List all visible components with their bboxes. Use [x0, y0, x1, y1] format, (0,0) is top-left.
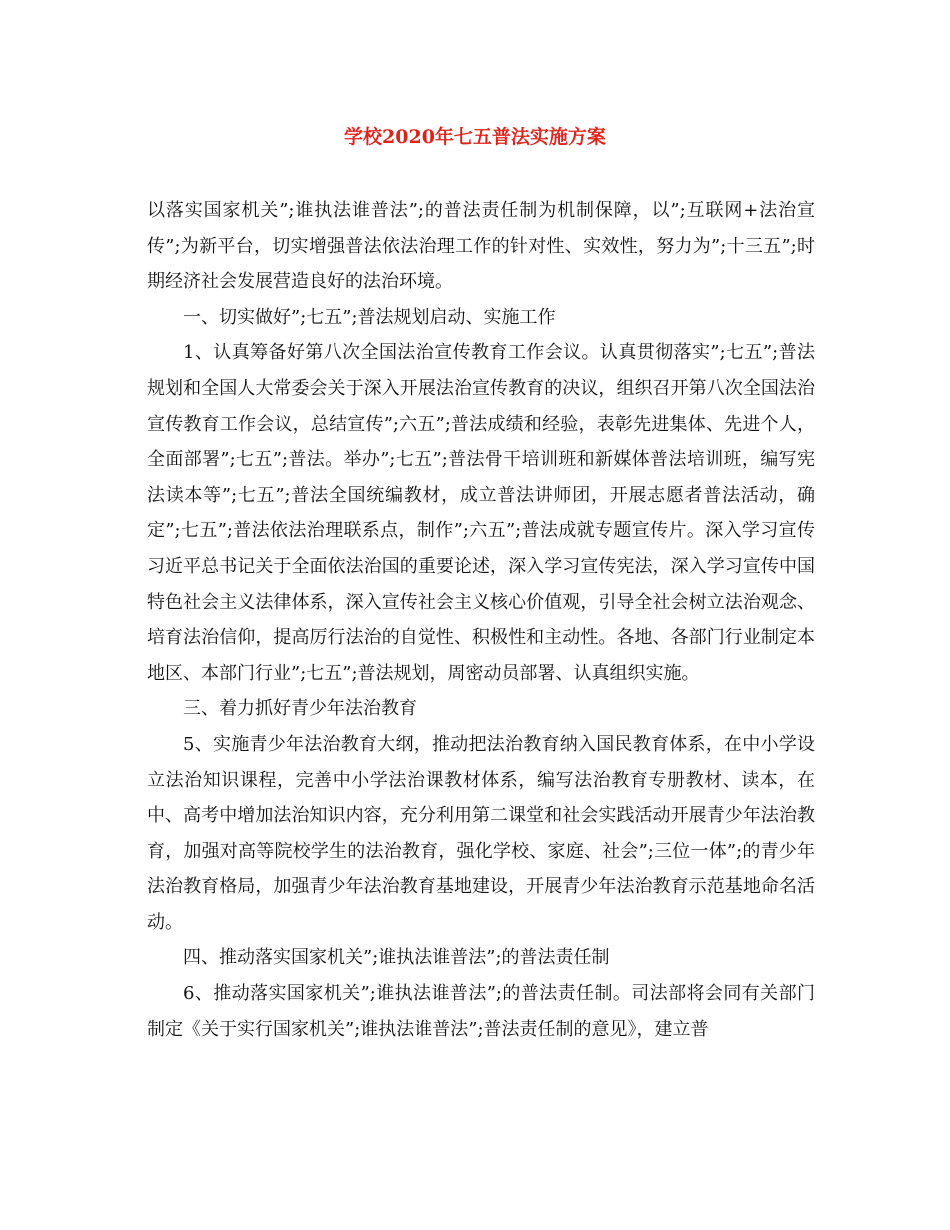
paragraph-intro: 以落实国家机关”;谁执法谁普法”;的普法责任制为机制保障，以”;互联网+法治宣传”;为新平台，切实增强普法依法治理工作的针对性、实效性，努力为”;十三五”;时期经济社会发展营造良好的法治环境。	[147, 200, 815, 293]
section-heading-3: 三、着力抓好青少年法治教育	[183, 698, 417, 720]
document-body	[147, 193, 815, 1047]
paragraph-item-6: 6、推动落实国家机关”;谁执法谁普法”;的普法责任制。司法部将会同有关部门制定《关于实行国家机关”;谁执法谁普法”;普法责任制的意见》，建立普	[147, 983, 815, 1040]
paragraph-item-1: 1、认真筹备好第八次全国法治宣传教育工作会议。认真贯彻落实”;七五”;普法规划和全国人大常委会关于深入开展法治宣传教育的决议，组织召开第八次全国法治宣传教育工作会议，总结宣传”;六五”;普法成绩和经验，表彰先进集体、先进个人，全面部署”;七五”;普法。举办”;七五”;普法骨干培训班和新媒体普法培训班，编写宪法读本等”;七五”;普法全国统编教材，成立普法讲师团，开展志愿者普法活动，确定”;七五”;普法依法治理联系点，制作”;六五”;普法成就专题宣传片。深入学习宣传习近平总书记关于全面依法治国的重要论述，深入学习宣传宪法，深入学习宣传中国特色社会主义法律体系，深入宣传社会主义核心价值观，引导全社会树立法治观念、培育法治信仰，提高厉行法治的自觉性、积极性和主动性。各地、各部门行业制定本地区、本部门行业”;七五”;普法规划，周密动员部署、认真组织实施。	[147, 342, 815, 684]
document-title: 学校2020年七五普法实施方案	[344, 126, 606, 148]
paragraph-item-5: 5、实施青少年法治教育大纲，推动把法治教育纳入国民教育体系，在中小学设立法治知识课程，完善中小学法治课教材体系，编写法治教育专册教材、读本，在中、高考中增加法治知识内容，充分利用第二课堂和社会实践活动开展青少年法治教育，加强对高等院校学生的法治教育，强化学校、家庭、社会”;三位一体”;的青少年法治教育格局，加强青少年法治教育基地建设，开展青少年法治教育示范基地命名活动。	[147, 733, 815, 933]
section-heading-4: 四、推动落实国家机关”;谁执法谁普法”;的普法责任制	[183, 947, 610, 969]
section-heading-1: 一、切实做好”;七五”;普法规划启动、实施工作	[183, 306, 556, 328]
